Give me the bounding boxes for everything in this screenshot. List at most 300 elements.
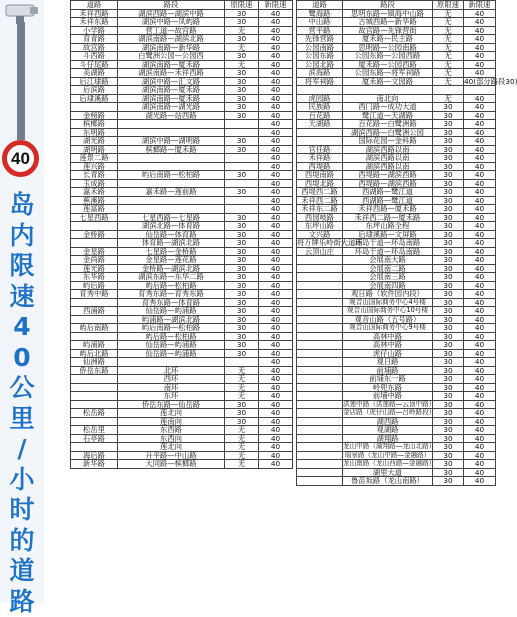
new-limit-cell: 40	[259, 409, 293, 418]
new-limit-cell: 40	[464, 43, 496, 52]
new-limit-cell: 40	[464, 324, 496, 333]
old-limit-cell: 30	[225, 400, 259, 409]
road-cell: 公园北路	[297, 60, 343, 69]
old-limit-cell: 30	[433, 358, 464, 367]
new-limit-cell: 40	[464, 256, 496, 265]
old-limit-cell: 30	[433, 349, 464, 358]
road-cell	[297, 451, 343, 460]
old-limit-cell: 30	[225, 52, 259, 61]
old-limit-cell	[225, 205, 259, 214]
new-limit-cell: 40	[464, 375, 496, 384]
road-cell: 玉成路	[71, 179, 118, 188]
table-row	[71, 52, 293, 61]
table-row	[297, 477, 496, 486]
table-row	[71, 290, 293, 299]
old-limit-cell: 无	[225, 460, 259, 469]
road-cell: 海后路	[71, 451, 118, 460]
new-limit-cell: 40	[464, 128, 496, 137]
old-limit-cell: 无	[433, 43, 464, 52]
old-limit-cell: 无	[433, 9, 464, 18]
old-limit-cell: 30	[225, 281, 259, 290]
table-row	[297, 409, 496, 418]
old-limit-cell: 30	[225, 86, 259, 95]
new-limit-cell: 40	[464, 111, 496, 120]
section-cell: 西湖路—鹭江道	[343, 196, 433, 205]
new-limit-cell: 40	[259, 358, 293, 367]
old-limit-cell: 30	[433, 273, 464, 282]
section-cell: 环岛干道—环岛南路	[343, 247, 433, 256]
section-cell: 七星西路—七星路	[118, 213, 225, 222]
old-limit-cell: 30	[225, 69, 259, 78]
new-limit-cell: 40	[464, 52, 496, 61]
road-cell	[297, 477, 343, 486]
section-cell: 东坪山路全程	[343, 222, 433, 231]
new-limit-cell: 40	[464, 264, 496, 273]
old-limit-cell: 30	[433, 230, 464, 239]
old-limit-cell: 30	[225, 307, 259, 316]
new-limit-cell: 40	[259, 247, 293, 256]
old-limit-cell: 30	[225, 256, 259, 265]
section-cell: 湖里大道	[343, 468, 433, 477]
old-limit-cell: 30	[433, 213, 464, 222]
speed-limit-sign-icon	[2, 140, 39, 177]
old-limit-cell: 30	[433, 145, 464, 154]
road-cell: 屿浦路	[71, 341, 118, 350]
section-cell: 观湖路	[343, 426, 433, 435]
new-limit-cell: 40	[464, 332, 496, 341]
new-limit-cell: 40	[259, 188, 293, 197]
section-cell: 会展南三路	[343, 273, 433, 282]
new-limit-cell: 40	[464, 9, 496, 18]
section-cell: 洪莲中路（洪莲路—云顶中路）	[343, 400, 433, 409]
table-row	[297, 426, 496, 435]
new-limit-cell: 40	[259, 94, 293, 103]
section-cell: 思明路—公园南路	[343, 43, 433, 52]
section-cell: 湖滨中路—汇文路	[118, 77, 225, 86]
old-limit-cell: 30	[433, 137, 464, 146]
section-cell: 岭兜东路	[343, 383, 433, 392]
old-limit-cell: 30	[433, 477, 464, 486]
new-limit-cell: 40	[464, 460, 496, 469]
header-old-limit: 原限速	[225, 1, 259, 10]
old-limit-cell: 30	[225, 417, 259, 426]
new-limit-cell: 40	[464, 60, 496, 69]
road-cell: 百花路	[297, 111, 343, 120]
table-row	[71, 443, 293, 452]
section-cell: 东西路	[118, 426, 225, 435]
table-row	[71, 307, 293, 316]
road-cell	[297, 392, 343, 401]
banner-title-char: /	[5, 434, 39, 465]
old-limit-cell: 30	[225, 273, 259, 282]
banner-title-char: 道	[5, 556, 39, 587]
road-cell: 槟榔路	[71, 120, 118, 129]
old-limit-cell: 30	[433, 264, 464, 273]
road-cell: 后滨路	[71, 86, 118, 95]
old-limit-cell: 30	[433, 188, 464, 197]
banner-title	[5, 190, 39, 617]
new-limit-cell: 40	[259, 205, 293, 214]
old-limit-cell: 30	[225, 9, 259, 18]
header-road: 道路	[297, 1, 343, 10]
new-limit-cell: 40	[464, 69, 496, 78]
road-cell: 中山路	[297, 18, 343, 27]
new-limit-cell: 40	[259, 52, 293, 61]
section-cell: 湖滨西路以南	[343, 154, 433, 163]
section-cell: 龙山南路（龙山西路—金融路）	[343, 460, 433, 469]
section-cell	[118, 120, 225, 129]
table-row	[297, 460, 496, 469]
road-cell	[71, 392, 118, 401]
new-limit-cell: 40	[464, 366, 496, 375]
new-limit-cell: 40	[464, 434, 496, 443]
old-limit-cell: 30	[225, 188, 259, 197]
banner-title-char: 里	[5, 404, 39, 435]
section-cell: 屿浦路—湖滨北路	[118, 315, 225, 324]
road-cell	[71, 443, 118, 452]
road-cell: 东明路	[71, 128, 118, 137]
old-limit-cell: 30	[225, 247, 259, 256]
road-cell: 金星路	[71, 247, 118, 256]
old-limit-cell: 无	[225, 366, 259, 375]
new-limit-cell: 40	[259, 35, 293, 44]
road-cell: 莲光路	[71, 264, 118, 273]
road-cell: 西园岐路	[297, 213, 343, 222]
banner-title-char: 0	[5, 343, 39, 374]
new-limit-cell: 40	[259, 298, 293, 307]
road-cell	[297, 256, 343, 265]
table-row	[297, 77, 496, 86]
road-cell: 育青路	[71, 35, 118, 44]
section-cell: 观音山国际商务中心9号楼	[343, 324, 433, 333]
new-limit-cell: 40	[259, 290, 293, 299]
new-limit-cell: 40	[259, 460, 293, 469]
old-limit-cell: 30	[433, 366, 464, 375]
old-limit-cell: 无	[433, 94, 464, 103]
new-limit-cell: 40	[259, 103, 293, 112]
old-limit-cell: 30	[225, 222, 259, 231]
section-cell: 禾祥西二路—厦禾路	[343, 213, 433, 222]
section-cell: 湖滨南路—厦禾路	[118, 94, 225, 103]
new-limit-cell: 40	[259, 69, 293, 78]
road-cell: 侨岳东路	[71, 366, 118, 375]
section-cell: 思明东路—镇海中山路	[343, 9, 433, 18]
new-limit-cell: 40	[259, 383, 293, 392]
road-cell	[297, 375, 343, 384]
section-cell: 莲南向	[118, 417, 225, 426]
table-row	[297, 86, 496, 95]
table-row	[297, 205, 496, 214]
old-limit-cell: 30	[225, 103, 259, 112]
new-limit-cell: 40	[464, 179, 496, 188]
banner-title-char: 速	[5, 282, 39, 313]
road-cell: 禾祥西二路	[297, 196, 343, 205]
road-cell: 松岳里	[71, 426, 118, 435]
old-limit-cell: 30	[225, 145, 259, 154]
banner-title-char: 小	[5, 465, 39, 496]
table-row	[297, 120, 496, 129]
table-row	[71, 358, 293, 367]
old-limit-cell: 30	[225, 77, 259, 86]
old-limit-cell: 30	[433, 179, 464, 188]
table-row	[71, 171, 293, 180]
old-limit-cell: 30	[433, 409, 464, 418]
banner-title-char: 限	[5, 251, 39, 282]
section-cell: 仙岳路—屿浦路	[118, 341, 225, 350]
old-limit-cell: 30	[433, 392, 464, 401]
road-cell	[297, 426, 343, 435]
road-cell	[71, 103, 118, 112]
new-limit-cell: 40	[464, 477, 496, 486]
new-limit-cell: 40	[259, 417, 293, 426]
road-cell: 故宫路	[71, 43, 118, 52]
road-cell: 莲富路	[71, 205, 118, 214]
new-limit-cell: 40	[464, 196, 496, 205]
old-limit-cell: 30	[433, 128, 464, 137]
section-cell	[118, 205, 225, 214]
road-cell: 湖光路	[71, 137, 118, 146]
section-cell: 西湖路—鹭江道	[343, 188, 433, 197]
section-cell: 禾祥西路—厦禾路	[343, 205, 433, 214]
old-limit-cell: 无	[225, 375, 259, 384]
old-limit-cell: 30	[433, 120, 464, 129]
table-row	[71, 366, 293, 375]
old-limit-cell	[225, 358, 259, 367]
table-row	[297, 18, 496, 27]
section-cell: 南环	[118, 383, 225, 392]
new-limit-cell: 40	[259, 18, 293, 27]
old-limit-cell	[225, 196, 259, 205]
table-row	[297, 188, 496, 197]
table-row	[71, 426, 293, 435]
new-limit-cell: 40	[464, 281, 496, 290]
road-cell	[71, 222, 118, 231]
new-limit-cell: 40	[464, 298, 496, 307]
table-row	[297, 358, 496, 367]
road-table-right	[296, 0, 496, 486]
road-cell: 将军祠路	[297, 77, 343, 86]
old-limit-cell: 30	[225, 137, 259, 146]
section-cell: 湖滨中路—凤屿路	[118, 18, 225, 27]
new-limit-cell: 40	[259, 86, 293, 95]
road-cell	[297, 298, 343, 307]
old-limit-cell: 30	[433, 247, 464, 256]
old-limit-cell: 无	[433, 18, 464, 27]
section-cell: 西环	[118, 375, 225, 384]
table-row	[297, 137, 496, 146]
section-cell: 观音山国际商务中心4号楼	[343, 298, 433, 307]
old-limit-cell: 30	[433, 426, 464, 435]
road-cell	[297, 128, 343, 137]
old-limit-cell: 30	[225, 171, 259, 180]
old-limit-cell: 30	[433, 443, 464, 452]
old-limit-cell: 无	[225, 26, 259, 35]
section-cell: 后埭溪路—文屏路	[343, 230, 433, 239]
old-limit-cell: 30	[225, 18, 259, 27]
old-limit-cell: 无	[225, 434, 259, 443]
table-row	[71, 409, 293, 418]
old-limit-cell: 无	[225, 392, 259, 401]
section-cell: 高林中路	[343, 332, 433, 341]
road-cell: 公园南路	[297, 43, 343, 52]
section-cell: 屿后南路—松柏路	[118, 171, 225, 180]
road-cell: 滨海路	[297, 69, 343, 78]
section-cell	[118, 358, 225, 367]
road-cell: 斗西路	[71, 52, 118, 61]
old-limit-cell: 30	[433, 434, 464, 443]
road-cell: 西堤北路	[297, 179, 343, 188]
road-cell: 禾祥西路	[71, 9, 118, 18]
new-limit-cell: 40	[259, 324, 293, 333]
section-cell: 屿后路—松柏路	[118, 332, 225, 341]
old-limit-cell	[225, 120, 259, 129]
road-cell	[297, 307, 343, 316]
new-limit-cell: 40	[464, 273, 496, 282]
road-cell: 石亭路	[71, 434, 118, 443]
new-limit-cell: 40	[259, 128, 293, 137]
new-limit-cell: 40	[464, 213, 496, 222]
new-limit-cell: 40	[259, 43, 293, 52]
table-row	[297, 52, 496, 61]
new-limit-cell: 40	[464, 145, 496, 154]
section-cell: 龙山中路（湖翔路—龙山北路）	[343, 443, 433, 452]
new-limit-cell: 40	[464, 383, 496, 392]
new-limit-cell: 40	[259, 366, 293, 375]
table-row	[71, 137, 293, 146]
new-limit-cell: 40	[259, 307, 293, 316]
table-row	[297, 324, 496, 333]
old-limit-cell: 30	[433, 162, 464, 171]
section-cell: 金桥路—湖滨北路	[118, 264, 225, 273]
old-limit-cell: 无	[433, 52, 464, 61]
road-cell: 金尚路	[71, 256, 118, 265]
table-row	[71, 460, 293, 469]
new-limit-cell: 40	[259, 315, 293, 324]
road-cell	[297, 434, 343, 443]
new-limit-cell: 40	[259, 451, 293, 460]
section-cell: 湖滨东路—东华二路	[118, 273, 225, 282]
road-cell: 官任路	[297, 145, 343, 154]
old-limit-cell: 30	[433, 281, 464, 290]
table-row	[297, 239, 496, 248]
road-cell: 屿后北路	[71, 349, 118, 358]
section-cell: 会展南大路	[343, 256, 433, 265]
section-cell: 西门路—成功大道	[343, 103, 433, 112]
header-section: 路段	[118, 1, 225, 10]
old-limit-cell: 无	[433, 69, 464, 78]
table-row	[297, 392, 496, 401]
banner-title-char: 公	[5, 373, 39, 404]
table-row	[297, 154, 496, 163]
section-cell: 营工道—故宫路	[118, 26, 225, 35]
road-cell	[297, 468, 343, 477]
table-row	[297, 341, 496, 350]
section-cell: 鲁苗坂路（龙山南路）	[343, 477, 433, 486]
new-limit-cell: 40	[259, 281, 293, 290]
section-cell: 西堤路—湖滨西路	[343, 179, 433, 188]
old-limit-cell: 30	[433, 468, 464, 477]
table-row	[71, 18, 293, 27]
road-cell: 西堤路	[297, 162, 343, 171]
road-cell	[297, 417, 343, 426]
table-row	[297, 307, 496, 316]
road-cell: 公园东路	[297, 52, 343, 61]
old-limit-cell: 30	[225, 409, 259, 418]
section-cell: 大同路—槟榔路	[118, 460, 225, 469]
table-row	[71, 239, 293, 248]
new-limit-cell: 40	[259, 273, 293, 282]
road-cell: 东坪山路	[297, 222, 343, 231]
header-new-limit: 新限速	[464, 1, 496, 10]
new-limit-cell: 40	[464, 137, 496, 146]
road-cell: 斗仔尾路	[71, 60, 118, 69]
new-limit-cell: 40	[464, 417, 496, 426]
road-cell: 仙洲路	[71, 358, 118, 367]
road-cell	[297, 409, 343, 418]
old-limit-cell: 30	[433, 154, 464, 163]
road-cell: 天湖路	[297, 120, 343, 129]
table-row	[297, 222, 496, 231]
new-limit-cell: 40	[464, 426, 496, 435]
road-cell: 文兴路	[297, 230, 343, 239]
section-cell: 观音山路（五号路）	[343, 315, 433, 324]
old-limit-cell: 30	[433, 341, 464, 350]
old-limit-cell: 30	[433, 400, 464, 409]
new-limit-cell: 40(部分路段30)	[464, 77, 496, 86]
road-cell	[297, 460, 343, 469]
header-old-limit: 原限速	[433, 1, 464, 10]
old-limit-cell: 无	[225, 60, 259, 69]
road-cell	[71, 375, 118, 384]
banner-title-char: 时	[5, 495, 39, 526]
table-row	[71, 256, 293, 265]
new-limit-cell: 40	[259, 264, 293, 273]
road-cell: 营平路	[297, 26, 343, 35]
new-limit-cell: 40	[259, 341, 293, 350]
new-limit-cell: 40	[259, 60, 293, 69]
road-cell	[297, 324, 343, 333]
road-cell: 禾祥东二路	[297, 205, 343, 214]
road-cell: 屿后南路	[71, 324, 118, 333]
new-limit-cell: 40	[464, 162, 496, 171]
old-limit-cell	[225, 154, 259, 163]
road-cell: 西堤西二路	[297, 188, 343, 197]
new-limit-cell: 40	[464, 188, 496, 197]
road-cell	[297, 383, 343, 392]
road-cell: 鹭海路	[297, 9, 343, 18]
road-cell: 西堤南路	[297, 171, 343, 180]
section-cell: 白鹭洲公园—公园西	[118, 52, 225, 61]
road-cell	[297, 341, 343, 350]
table-row	[71, 154, 293, 163]
new-limit-cell: 40	[259, 349, 293, 358]
old-limit-cell: 无	[225, 451, 259, 460]
section-cell: 湖滨南路—湖滨北路	[118, 35, 225, 44]
old-limit-cell: 30	[225, 298, 259, 307]
new-limit-cell: 40	[464, 26, 496, 35]
section-cell: 槟榔路—厦禾路	[118, 145, 225, 154]
new-limit-cell: 40	[464, 358, 496, 367]
table-row	[71, 383, 293, 392]
new-limit-cell: 40	[464, 443, 496, 452]
road-cell: 后江埭路	[71, 77, 118, 86]
table-header-row	[71, 1, 293, 10]
table-row	[71, 86, 293, 95]
header-road: 道路	[71, 1, 118, 10]
road-cell: 民族路	[297, 103, 343, 112]
road-cell: 新华路	[71, 460, 118, 469]
old-limit-cell: 30	[225, 324, 259, 333]
